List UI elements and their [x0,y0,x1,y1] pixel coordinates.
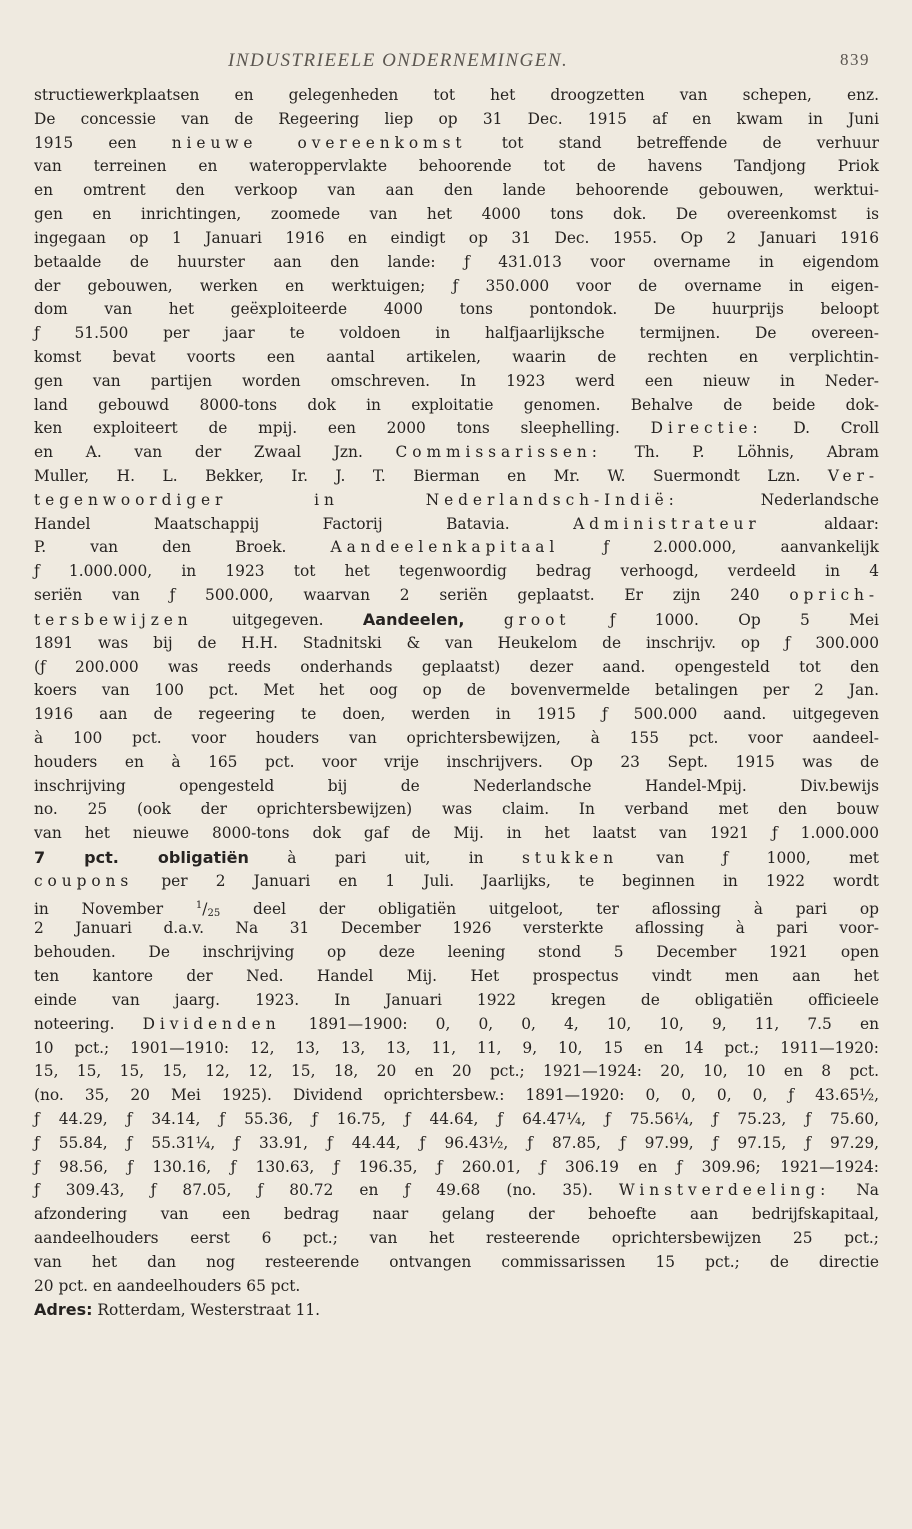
header-title: INDUSTRIEELE ONDERNEMINGEN. [228,50,569,71]
text-run [464,611,503,629]
text-line [34,1037,879,1061]
text-line [34,775,879,799]
text-run: no. 25 (ook der oprichtersbewijzen) was claim. In verband met den bouw [34,800,879,819]
text-run: inschrijving opengesteld bij de Nederlandsche Handel-Mpij. Div.bewijs [34,776,879,795]
text-line [34,132,879,156]
spaced-term: coupons [34,871,134,890]
text-run: koers van 100 pct. Met het oog op de bovenvermelde betalingen per 2 Jan. [34,681,879,700]
text-run: deel der obligatiën uitgeloot, ter aflossing à pari op [220,899,879,918]
text-run: seriën van ƒ 500.000, waarvan 2 seriën geplaatst. Er zijn 240 [34,586,790,605]
text-line [34,1013,879,1037]
text-line [34,346,879,370]
text-run: land gebouwd 8000-tons dok in exploitatie genomen. Behalve de beide dok- [34,395,879,414]
text-run: Nederlandsche [678,490,879,509]
text-line [34,513,879,537]
text-line [34,846,879,870]
text-line [34,656,879,680]
text-run: 25 [207,907,221,919]
text-run: Na [830,1181,879,1200]
text-run: Muller, H. L. Bekker, Ir. J. T. Bierman en Mr. W. Suermondt Lzn. [34,467,828,485]
text-run: en A. van der Zwaal Jzn. [34,443,396,462]
text-line [34,179,879,203]
text-line [34,1108,879,1132]
text-run: (no. 35, 20 Mei 1925). Dividend oprichtersbew.: 1891—1920: 0, 0, 0, 0, ƒ 43.65½, [34,1086,879,1105]
text-line [34,798,879,822]
text-line [34,1298,879,1322]
text-line [34,1179,879,1203]
spaced-term: tegenwoordiger in Nederlandsch-Indië: [34,490,679,509]
text-line [34,227,879,251]
text-run: ƒ 55.84, ƒ 55.31¼, ƒ 33.91, ƒ 44.44, ƒ 96.43½, ƒ 87.85, ƒ 97.99, ƒ 97.15, ƒ 97.29, [34,1133,879,1152]
text-run: à 100 pct. voor houders van oprichtersbewijzen, à 155 pct. voor aandeel- [34,728,879,747]
text-run: afzondering van een bedrag naar gelang der behoefte aan bedrijfskapitaal, [34,1205,879,1224]
spaced-term: Winstverdeeling: [618,1181,831,1200]
spaced-term: oprich- [789,586,879,605]
text-line [34,1060,879,1084]
text-run: 1891 was bij de H.H. Stadnitski & van Heukelom de inschrijv. op ƒ 300.000 [34,633,879,652]
spaced-term: Dividenden [142,1014,281,1033]
text-run: 1 [195,899,203,911]
text-line [34,870,879,894]
text-run: einde van jaarg. 1923. In Januari 1922 kregen de obligatiën officieele [34,990,879,1009]
text-line [34,632,879,656]
text-line [34,489,879,513]
spaced-term: Commissarissen: [395,443,602,462]
spaced-term: Directie: [650,419,763,438]
text-run: ƒ 2.000.000, aanvankelijk [559,538,879,557]
text-line [34,465,879,489]
text-line [34,1132,879,1156]
text-line [34,155,879,179]
text-run: aldaar: [760,514,879,533]
text-run: uitgegeven. [192,610,363,629]
text-line [34,679,879,703]
spaced-term: Administrateur [573,514,761,533]
text-line [34,275,879,299]
text-run: gen van partijen worden omschreven. In 1923 werd een nieuw in Neder- [34,371,879,390]
text-run: D. Croll [762,419,880,438]
text-run: Handel Maatschappij Factorij Batavia. [34,514,574,533]
text-line [34,417,879,441]
text-line [34,1084,879,1108]
text-line [34,203,879,227]
text-run: en omtrent den verkoop van aan den lande behoorende gebouwen, werktui- [34,181,879,200]
text-run: behouden. De inschrijving op deze leening stond 5 December 1921 open [34,943,879,962]
text-run: De concessie van de Regeering liep op 31 Dec. 1915 af en kwam in Juni [34,109,879,128]
text-run: ƒ 1.000.000, in 1923 tot het tegenwoordig bedrag verhoogd, verdeeld in 4 [34,562,879,581]
text-run: (ƒ 200.000 was reeds onderhands geplaatst) dezer aand. opengesteld tot den [34,657,879,676]
text-line [34,322,879,346]
text-line [34,1156,879,1180]
text-run: komst bevat voorts een aantal artikelen, waarin de rechten en verplichtin- [34,347,879,366]
text-line [34,917,879,941]
text-line [34,1275,879,1299]
text-line [34,108,879,132]
text-run: 20 pct. en aandeelhouders 65 pct. [34,1276,301,1295]
text-run: Rotterdam, Westerstraat 11. [92,1301,321,1320]
bold-term: 7 pct. obligatiën [34,848,249,867]
text-line [34,1203,879,1227]
text-run: P. van den Broek. [34,538,331,557]
text-run: 1916 aan de regeering te doen, werden in 1915 ƒ 500.000 aand. uitgegeven [34,705,879,724]
text-line [34,965,879,989]
text-run: ƒ 98.56, ƒ 130.16, ƒ 130.63, ƒ 196.35, ƒ 260.01, ƒ 306.19 en ƒ 309.96; 1921—1924: [34,1157,879,1176]
text-run: der gebouwen, werken en werktuigen; ƒ 350.000 voor de overname in eigen- [34,276,879,295]
text-line [34,441,879,465]
text-line [34,370,879,394]
text-run: ingegaan op 1 Januari 1916 en eindigt op 31 Dec. 1955. Op 2 Januari 1916 [34,228,879,247]
text-run: ten kantore der Ned. Handel Mij. Het prospectus vindt men aan het [34,967,879,986]
text-line [34,560,879,584]
spaced-term: Aandeelenkapitaal [330,538,560,557]
bold-term: Aandeelen, [362,609,465,629]
text-line [34,727,879,751]
text-run: Th. P. Löhnis, Abram [601,443,879,462]
text-line [34,608,879,632]
text-run: betaalde de huurster aan den lande: ƒ 431.013 voor overname in eigendom [34,252,879,271]
text-line [34,1227,879,1251]
spaced-term: nieuwe overeenkomst [171,133,467,152]
text-run: ƒ 44.29, ƒ 34.14, ƒ 55.36, ƒ 16.75, ƒ 44.64, ƒ 64.47¼, ƒ 75.56¼, ƒ 75.23, ƒ 75.60, [34,1109,879,1128]
text-line [34,84,879,108]
text-line [34,751,879,775]
text-run: van ƒ 1000, met [618,849,879,867]
text-line [34,536,879,560]
text-run: ƒ 309.43, ƒ 87.05, ƒ 80.72 en ƒ 49.68 (no. 35). [34,1181,619,1200]
text-run: van het dan nog resteerende ontvangen commissarissen 15 pct.; de directie [34,1252,879,1271]
text-run: ƒ 51.500 per jaar te voldoen in halfjaarlijksche termijnen. De overeen- [34,324,879,343]
text-run: ken exploiteert de mpij. een 2000 tons sleephelling. [34,419,651,438]
running-header [0,50,912,76]
text-line [34,822,879,846]
text-run: 1891—1900: 0, 0, 0, 4, 10, 10, 9, 11, 7.5 en [280,1014,879,1033]
spaced-term: stukken [521,849,619,867]
spaced-term: Ver- [827,467,879,485]
text-line [34,251,879,275]
text-line [34,298,879,322]
spaced-term: groot [503,610,571,629]
text-run: 1915 een [34,133,172,152]
spaced-term: tersbewijzen [34,610,193,629]
text-run: ƒ 1000. Op 5 Mei [570,610,879,629]
text-run: 10 pct.; 1901—1910: 12, 13, 13, 13, 11, 11, 9, 10, 15 en 14 pct.; 1911—1920: [34,1038,879,1057]
text-run: dom van het geëxploiteerde 4000 tons pontondok. De huurprijs beloopt [34,300,879,319]
text-run: van het nieuwe 8000-tons dok gaf de Mij. in het laatst van 1921 ƒ 1.000.000 [34,824,879,843]
text-run: gen en inrichtingen, zoomede van het 4000 tons dok. De overeenkomst is [34,205,879,224]
text-run: aandeelhouders eerst 6 pct.; van het resteerende oprichtersbewijzen 25 pct.; [34,1229,879,1247]
text-line [34,703,879,727]
text-run: per 2 Januari en 1 Juli. Jaarlijks, te beginnen in 1922 wordt [133,871,879,890]
text-line [34,394,879,418]
text-run: tot stand betreffende de verhuur [466,133,879,152]
text-run: noteering. [34,1014,143,1033]
text-run: / [202,899,208,918]
text-run: structiewerkplaatsen en gelegenheden tot het droogzetten van schepen, enz. [34,86,879,104]
text-line [34,941,879,965]
text-run: van terreinen en wateroppervlakte behoorende tot de havens Tandjong Priok [34,157,879,176]
text-run: in November [34,899,196,918]
bold-term: Adres: [34,1300,93,1320]
text-line [34,584,879,608]
body-text [34,84,879,1322]
text-run: 2 Januari d.a.v. Na 31 December 1926 versterkte aflossing à pari voor- [34,919,879,938]
text-line [34,989,879,1013]
text-run: 15, 15, 15, 15, 12, 12, 15, 18, 20 en 20 pct.; 1921—1924: 20, 10, 10 en 8 pct. [34,1062,879,1081]
page-number: 839 [840,50,870,69]
text-line [34,1251,879,1275]
text-run: à pari uit, in [248,849,522,867]
text-run: houders en à 165 pct. voor vrije inschrijvers. Op 23 Sept. 1915 was de [34,752,879,771]
text-line [34,894,879,918]
